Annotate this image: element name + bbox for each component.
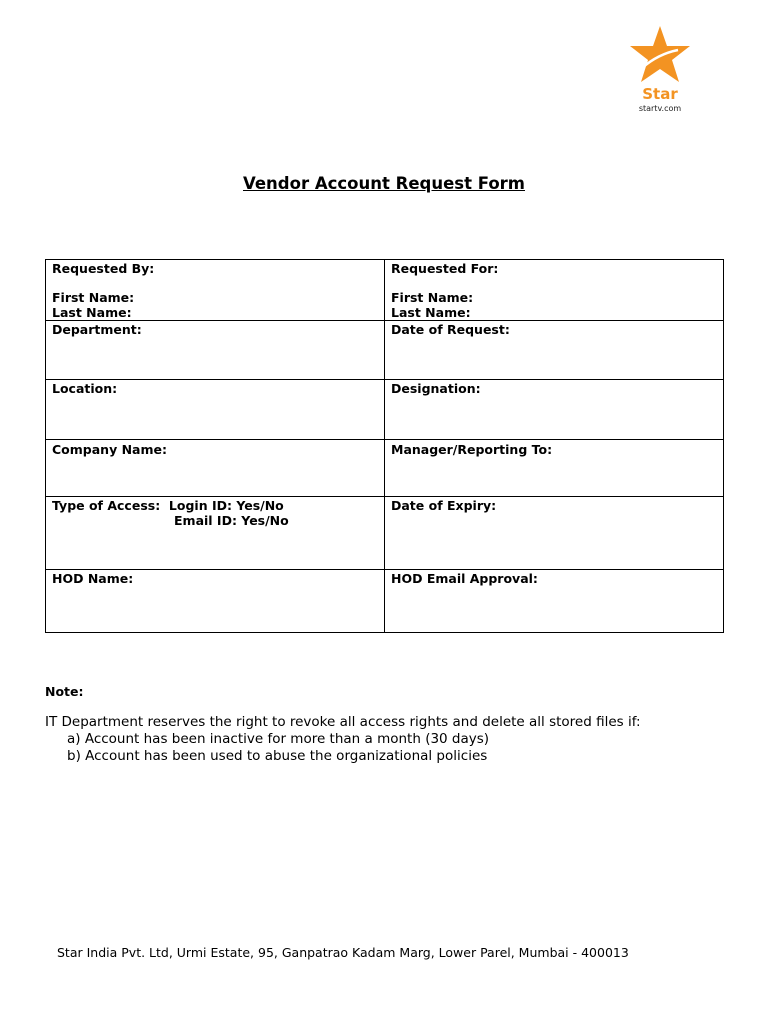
hod-email-approval-cell[interactable] [385,570,724,633]
table-row [46,440,724,497]
requested-by-last-name: Last Name: [52,305,132,320]
table-row [46,497,724,570]
designation-cell[interactable] [385,380,724,440]
list-item: b) Account has been used to abuse the organizational policies [67,748,488,764]
requested-by-heading: Requested By: [52,261,155,276]
note-intro: IT Department reserves the right to revoke all access rights and delete all stored files if: [45,714,641,730]
date-of-request-cell[interactable] [385,321,724,380]
page-title: Vendor Account Request Form [243,174,525,193]
requested-for-first-name: First Name: [391,290,474,305]
requested-for-last-name: Last Name: [391,305,471,320]
company-name-label: Company Name: [52,442,167,457]
location-label: Location: [52,381,118,396]
table-row [46,570,724,633]
requested-by-first-name: First Name: [52,290,135,305]
note-list [45,731,745,765]
department-label: Department: [52,322,142,337]
table-row [46,260,724,321]
table-row [46,321,724,380]
requested-for-heading: Requested For: [391,261,499,276]
manager-cell[interactable] [385,440,724,497]
logo-wordmark: Star [642,85,678,103]
type-of-access-cell[interactable] [46,497,385,570]
date-of-expiry-cell[interactable] [385,497,724,570]
company-logo [624,24,696,116]
star-icon [628,24,692,84]
hod-name-label: HOD Name: [52,571,134,586]
list-item: a) Account has been inactive for more than a month (30 days) [67,731,490,747]
department-cell[interactable] [46,321,385,380]
login-id-option: Login ID: Yes/No [168,498,284,513]
email-id-option: Email ID: Yes/No [174,513,289,528]
note-label: Note: [45,684,84,699]
request-form-table [45,259,724,633]
table-row [46,380,724,440]
logo-url: startv.com [638,104,682,113]
manager-label: Manager/Reporting To: [391,442,553,457]
date-of-request-label: Date of Request: [391,322,510,337]
hod-name-cell[interactable] [46,570,385,633]
note-body [45,714,745,765]
requested-by-cell[interactable] [46,260,385,321]
date-of-expiry-label: Date of Expiry: [391,498,497,513]
company-name-cell[interactable] [46,440,385,497]
designation-label: Designation: [391,381,481,396]
footer-address: Star India Pvt. Ltd, Urmi Estate, 95, Ganpatrao Kadam Marg, Lower Parel, Mumbai - 400013 [57,945,629,960]
requested-for-cell[interactable] [385,260,724,321]
type-of-access-label: Type of Access: [52,498,161,513]
hod-email-approval-label: HOD Email Approval: [391,571,538,586]
location-cell[interactable] [46,380,385,440]
